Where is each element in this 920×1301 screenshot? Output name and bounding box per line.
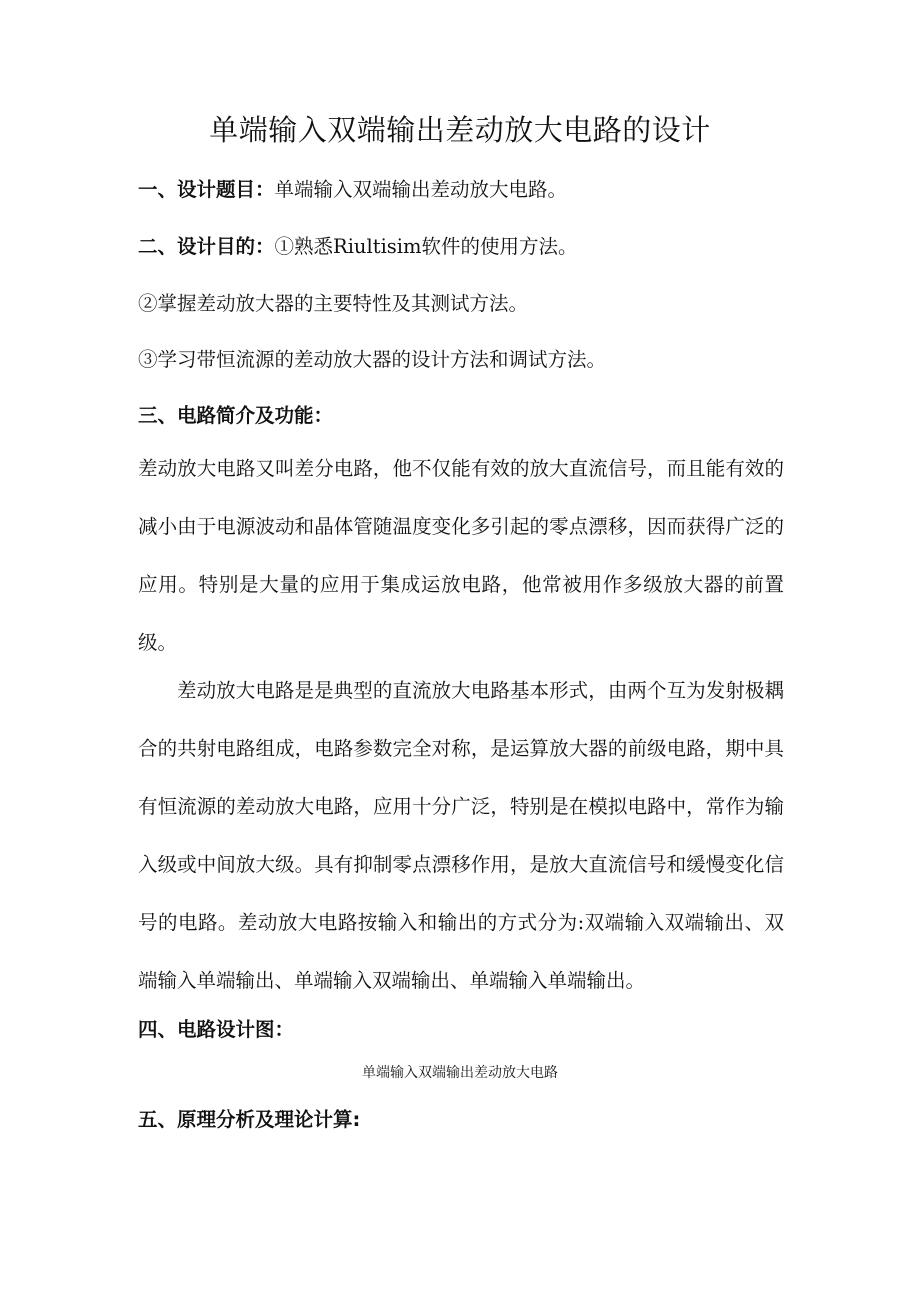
section-5-heading: 五、原理分析及理论计算: [138, 1108, 361, 1131]
section-2-item-2: ②掌握差动放大器的主要特性及其测试方法。 [138, 292, 529, 315]
section-3-paragraph-2: 差动放大电路是是典型的直流放大电路基本形式，由两个互为发射极耦合的共射电路组成，电路参数完全对称，是运算放大器的前级电路，期中具有恒流源的差动放大电路，应用十分广泛，特别是在模拟电路中，常作为输入级或中间放大级。具有抑制零点漂移作用，是放大直流信号和缓慢变化信号的电路。差动放大电路按输入和输出的方式分为:双端输入双端输出、双端输入单端输出、单端输入双端输出、单端输入单端输出。 [138, 679, 784, 992]
section-1-heading: 一、设计题目： [138, 178, 275, 201]
section-2-item-3: ③学习带恒流源的差动放大器的设计方法和调试方法。 [138, 348, 607, 371]
section-4-heading: 四、电路设计图： [138, 1018, 295, 1041]
figure-caption: 单端输入双端输出差动放大电路 [362, 1065, 558, 1081]
section-2-item-1: ①熟悉Riultisim软件的使用方法。 [274, 235, 578, 258]
section-2 [138, 233, 788, 261]
section-3-paragraph-1: 差动放大电路又叫差分电路，他不仅能有效的放大直流信号，而且能有效的减小由于电源波动和晶体管随温度变化多引起的零点漂移，因而获得广泛的应用。特别是大量的应用于集成运放电路，他常被用作多级放大器的前置级。 [138, 457, 784, 654]
document-title: 单端输入双端输出差动放大电路的设计 [209, 113, 711, 147]
section-1-text: 单端输入双端输出差动放大电路。 [274, 178, 568, 201]
section-3-heading: 三、电路简介及功能： [138, 404, 334, 427]
section-1 [138, 176, 788, 204]
section-2-heading: 二、设计目的： [138, 235, 275, 258]
